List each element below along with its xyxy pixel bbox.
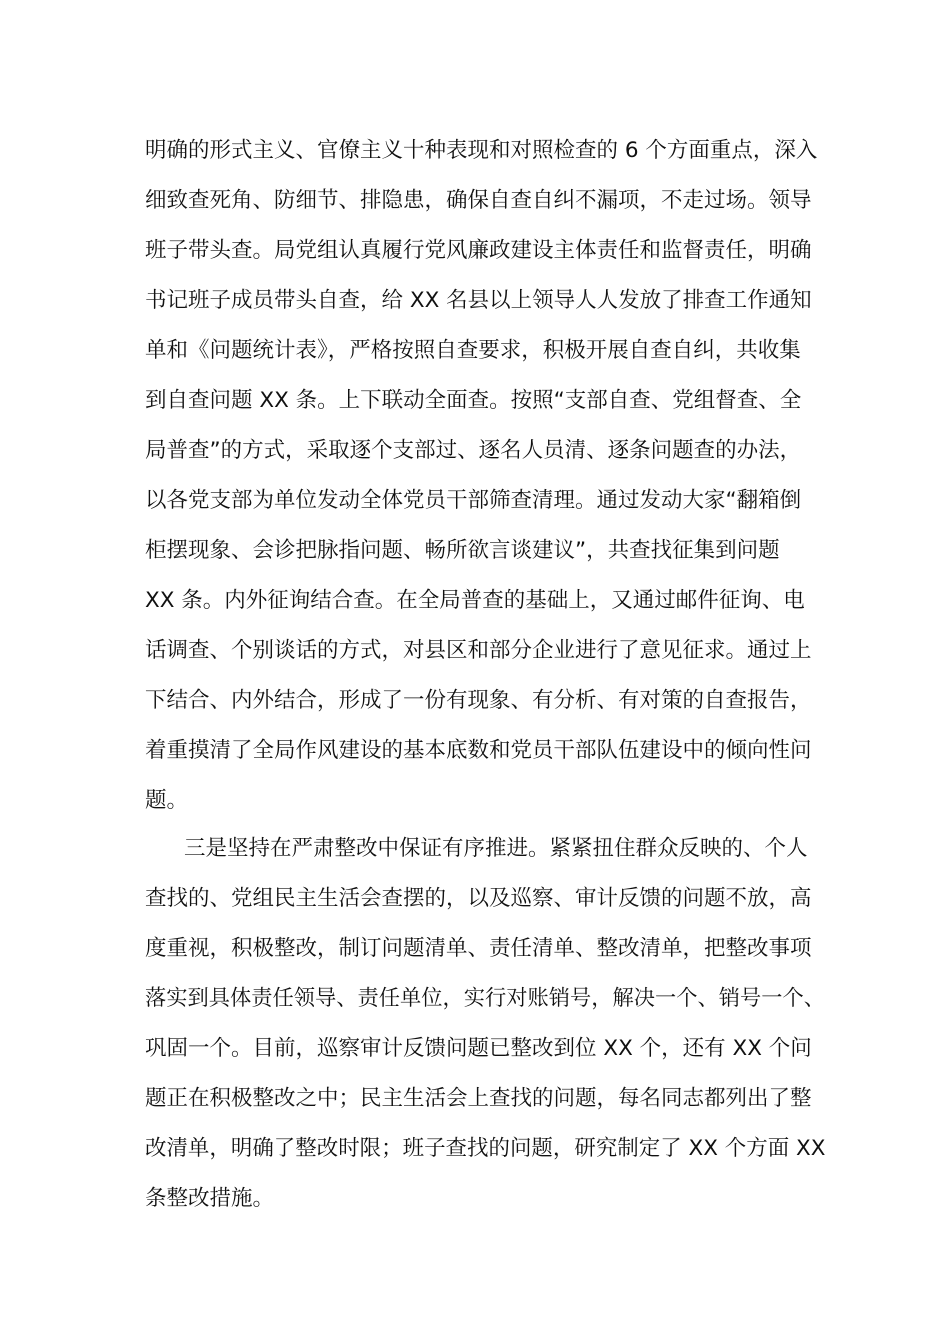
text-line: 落实到具体责任领导、责任单位，实行对账销号，解决一个、销号一个、	[145, 986, 826, 1011]
text-line: XX 条。内外征询结合查。在全局普查的基础上，又通过邮件征询、电	[145, 588, 805, 613]
text-line: 柜摆现象、会诊把脉指问题、畅所欲言谈建议”，共查找征集到问题	[145, 538, 780, 563]
text-line: 以各党支部为单位发动全体党员干部筛查清理。通过发动大家“翻箱倒	[145, 488, 802, 513]
text-line: 班子带头查。局党组认真履行党风廉政建设主体责任和监督责任，明确	[145, 238, 812, 263]
text-line: 单和《问题统计表》，严格按照自查要求，积极开展自查自纠，共收集	[145, 338, 801, 363]
text-line: 下结合、内外结合，形成了一份有现象、有分析、有对策的自查报告，	[145, 688, 812, 713]
text-line: 书记班子成员带头自查，给 XX 名县以上领导人人发放了排查工作通知	[145, 288, 812, 313]
text-line: 查找的、党组民主生活会查摆的，以及巡察、审计反馈的问题不放，高	[145, 886, 812, 911]
text-line: 巩固一个。目前，巡察审计反馈问题已整改到位 XX 个，还有 XX 个问	[145, 1036, 812, 1061]
text-line: 明确的形式主义、官僚主义十种表现和对照检查的 6 个方面重点，深入	[145, 138, 818, 163]
paragraph-first-line: 三是坚持在严肃整改中保证有序推进。紧紧扭住群众反映的、个人	[184, 836, 808, 861]
text-line: 改清单，明确了整改时限；班子查找的问题，研究制定了 XX 个方面 XX	[145, 1136, 826, 1161]
text-line: 局普查”的方式，采取逐个支部过、逐名人员清、逐条问题查的办法，	[145, 438, 802, 463]
text-line: 度重视，积极整改，制订问题清单、责任清单、整改清单，把整改事项	[145, 936, 812, 961]
text-line: 细致查死角、防细节、排隐患，确保自查自纠不漏项，不走过场。领导	[145, 188, 812, 213]
text-line: 题。	[145, 788, 189, 813]
text-line: 话调查、个别谈话的方式，对县区和部分企业进行了意见征求。通过上	[145, 638, 812, 663]
text-line: 着重摸清了全局作风建设的基本底数和党员干部队伍建设中的倾向性问	[145, 738, 812, 763]
text-line: 条整改措施。	[145, 1186, 275, 1211]
text-line: 题正在积极整改之中；民主生活会上查找的问题，每名同志都列出了整	[145, 1086, 812, 1111]
text-line: 到自查问题 XX 条。上下联动全面查。按照“支部自查、党组督查、全	[145, 388, 802, 413]
